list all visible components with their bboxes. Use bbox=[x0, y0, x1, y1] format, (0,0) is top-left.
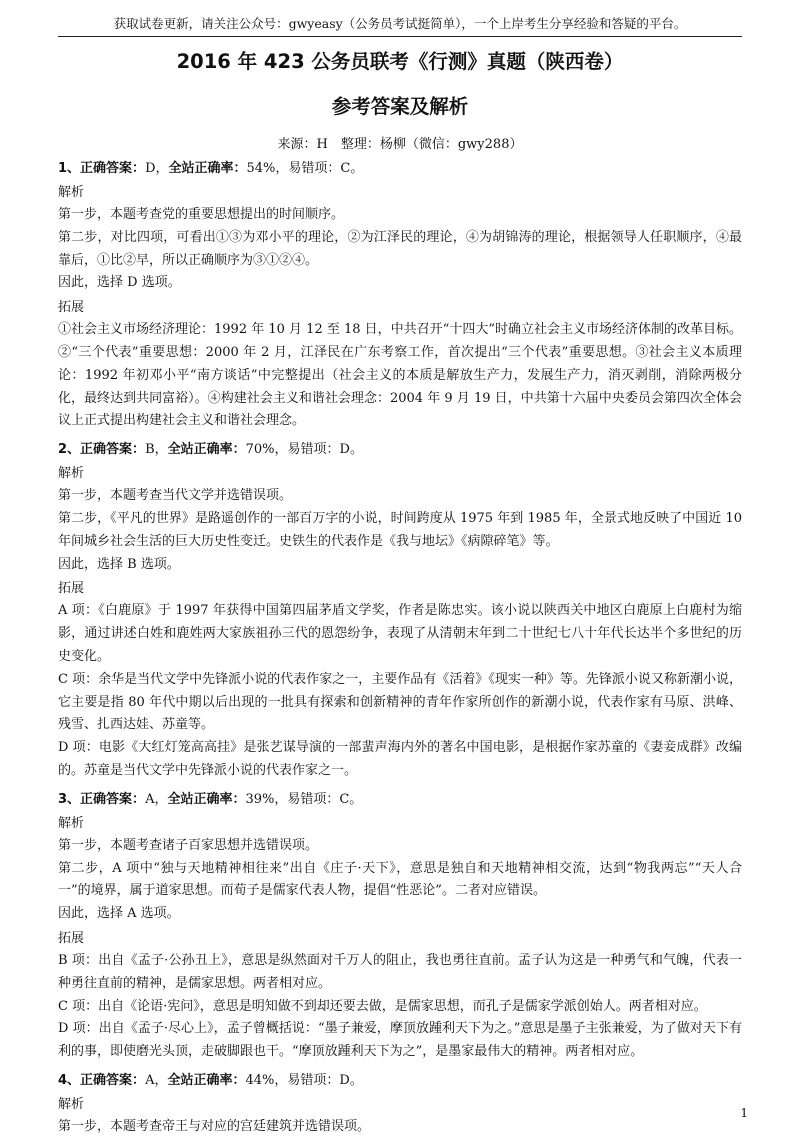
rate-label: 全站正确率： bbox=[167, 1072, 246, 1088]
extension-label: 拓展 bbox=[58, 930, 85, 946]
extension-paragraph: ①社会主义市场经济理论：1992 年 10 月 12 至 18 日，中共召开“十四大”时确立社会主义市场经济体制的改革目标。②“三个代表”重要思想：2000 年 2 月，江泽民在广东考察工作，首次提出“三个代表”重要思想。③社会主义本质理论：1992 年初邓小平“南方谈话”中完整提出（社会主义的本质是解放生产力，发展生产力，消灭剥削，消除两极分化，最终达到共同富裕）。④构建社会主义和谐社会理念：2004 年 9 月 19 日，中共第十六届中央委员会第四次全体会议上正式提出构建社会主义和谐社会理念。 bbox=[58, 322, 742, 429]
question-header bbox=[58, 1070, 742, 1092]
question-number: 1、 bbox=[58, 161, 81, 176]
extension-label: 拓展 bbox=[58, 581, 85, 597]
analysis-paragraph: 第一步，本题考查当代文学并选错误项。 bbox=[58, 488, 293, 504]
extension-paragraph: C 项：出自《论语·宪问》，意思是明知做不到却还要去做，是儒家思想，而孔子是儒家学派创始人。两者相对应。 bbox=[58, 998, 707, 1014]
extension-paragraph: B 项：出自《孟子·公孙丑上》，意思是纵然面对千万人的阻止，我也勇往直前。孟子认为这是一种勇气和气魄，代表一种勇往直前的精神，是儒家思想。两者相对应。 bbox=[58, 952, 742, 991]
answer-value: D， bbox=[145, 161, 169, 176]
question-number: 2、 bbox=[58, 442, 81, 458]
document-title: 2016 年 423 公务员联考《行测》真题（陕西卷） bbox=[176, 50, 624, 73]
source-line: 来源：H 整理：杨柳（微信：gwy288） bbox=[277, 137, 523, 152]
extension-paragraph: D 项：出自《孟子·尽心上》，孟子曾概括说：“墨子兼爱，摩顶放踵利天下为之。”意思是墨子主张兼爱，为了做对天下有利的事，即使磨光头顶，走破脚跟也干。“摩顶放踵利天下为之”，是墨家最伟大的精神。两者相对应。 bbox=[58, 1021, 742, 1060]
question-block bbox=[58, 158, 742, 433]
answer-value: B， bbox=[145, 442, 168, 458]
question-block bbox=[58, 1070, 742, 1139]
analysis-label: 解析 bbox=[58, 466, 85, 482]
analysis-label: 解析 bbox=[58, 1096, 85, 1112]
page-number: 1 bbox=[740, 1106, 748, 1120]
rate-value: 54%，易错项：C。 bbox=[246, 161, 364, 176]
document-page bbox=[58, 40, 742, 1139]
rate-label: 全站正确率： bbox=[168, 161, 247, 176]
rate-label: 全站正确率： bbox=[167, 442, 246, 458]
answer-label: 正确答案： bbox=[80, 161, 146, 176]
header-note: 获取试卷更新，请关注公众号：gwyeasy（公务员考试挺简单），一个上岸考生分享经验和答疑的平台。 bbox=[58, 0, 742, 37]
analysis-paragraph: 第一步，本题考查帝王与对应的宫廷建筑并选错误项。 bbox=[58, 1118, 371, 1134]
analysis-paragraph: 因此，选择 B 选项。 bbox=[58, 556, 180, 572]
analysis-label: 解析 bbox=[58, 185, 85, 200]
answer-label: 正确答案： bbox=[80, 1072, 146, 1088]
question-header bbox=[58, 789, 742, 811]
analysis-paragraph: 第一步，本题考查党的重要思想提出的时间顺序。 bbox=[58, 207, 345, 222]
question-number: 3、 bbox=[58, 791, 81, 807]
rate-value: 39%，易错项：C。 bbox=[245, 791, 363, 807]
analysis-paragraph: 第二步，对比四项，可看出①③为邓小平的理论，②为江泽民的理论，④为胡锦涛的理论，根据领导人任职顺序，④最靠后，①比②早，所以正确顺序为③①②④。 bbox=[58, 229, 742, 268]
questions-list bbox=[58, 158, 742, 1139]
rate-value: 70%，易错项：D。 bbox=[245, 442, 363, 458]
question-header bbox=[58, 158, 742, 180]
extension-paragraph: A 项：《白鹿原》于 1997 年获得中国第四届茅盾文学奖，作者是陈忠实。该小说以陕西关中地区白鹿原上白鹿村为缩影，通过讲述白姓和鹿姓两大家族祖孙三代的恩怨纷争，表现了从清朝末年到二十世纪七八十年代长达半个多世纪的历史变化。 bbox=[58, 603, 742, 664]
question-header bbox=[58, 439, 742, 461]
answer-value: A， bbox=[145, 791, 168, 807]
analysis-paragraph: 第二步，A 项中“独与天地精神相往来”出自《庄子·天下》，意思是独自和天地精神相交流，达到“物我两忘”“天人合一”的境界，属于道家思想。而荀子是儒家代表人物，提倡“性恶论”。二者对应错误。 bbox=[58, 860, 742, 899]
extension-paragraph: C 项：余华是当代文学中先锋派小说的代表作家之一，主要作品有《活着》《现实一种》等。先锋派小说又称新潮小说，它主要是指 80 年代中期以后出现的一批具有探索和创新精神的青年作家所创作的新潮小说，代表作家有马原、洪峰、残雪、扎西达娃、苏童等。 bbox=[58, 671, 742, 733]
answer-label: 正确答案： bbox=[80, 442, 146, 458]
answer-label: 正确答案： bbox=[80, 791, 146, 807]
analysis-paragraph: 第一步，本题考查诸子百家思想并选错误项。 bbox=[58, 837, 319, 853]
extension-label: 拓展 bbox=[58, 300, 85, 316]
rate-label: 全站正确率： bbox=[167, 791, 246, 807]
document-subtitle: 参考答案及解析 bbox=[331, 95, 469, 118]
analysis-label: 解析 bbox=[58, 815, 85, 831]
question-block bbox=[58, 789, 742, 1064]
analysis-paragraph: 因此，选择 A 选项。 bbox=[58, 906, 180, 922]
extension-paragraph: D 项：电影《大红灯笼高高挂》是张艺谋导演的一部蜚声海内外的著名中国电影，是根据作家苏童的《妻妾成群》改编的。苏童是当代文学中先锋派小说的代表作家之一。 bbox=[58, 740, 742, 778]
answer-value: A， bbox=[145, 1072, 168, 1088]
rate-value: 44%，易错项：D。 bbox=[245, 1072, 363, 1088]
question-number: 4、 bbox=[58, 1072, 81, 1088]
analysis-paragraph: 因此，选择 D 选项。 bbox=[58, 275, 181, 291]
question-block bbox=[58, 439, 742, 783]
analysis-paragraph: 第二步，《平凡的世界》是路遥创作的一部百万字的小说，时间跨度从 1975 年到 1985 年，全景式地反映了中国近 10 年间城乡社会生活的巨大历史性变迁。史铁生的代表作是《我与地坛》《病隙碎笔》等。 bbox=[58, 510, 742, 549]
